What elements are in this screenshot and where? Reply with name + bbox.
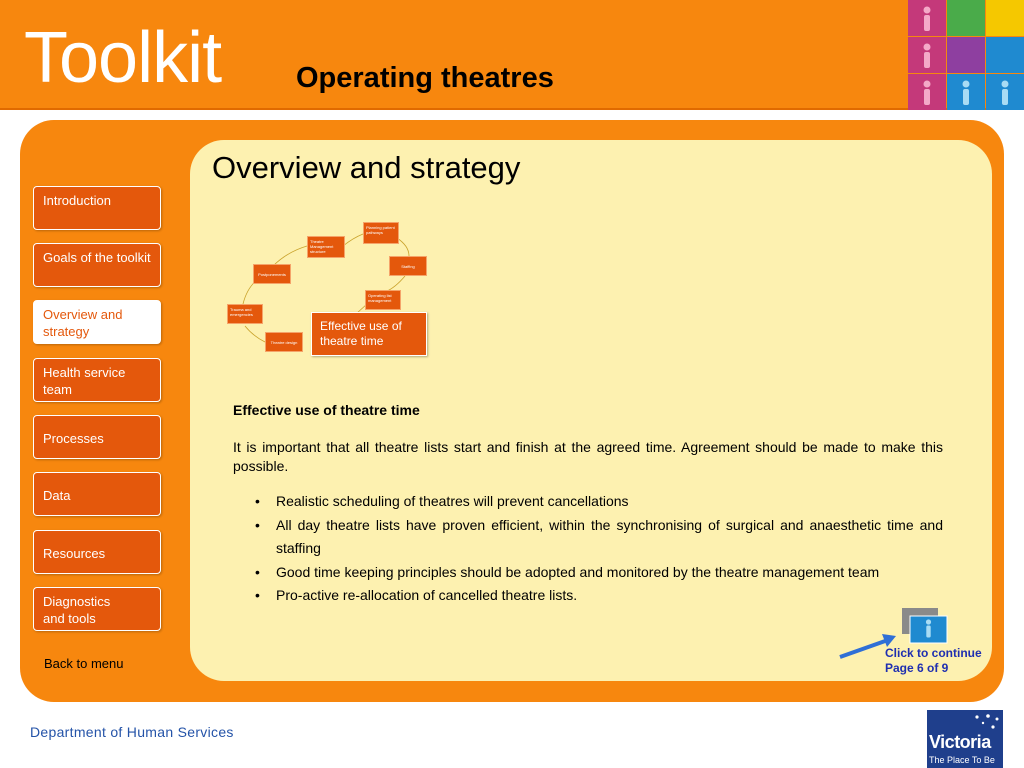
mosaic-tile [947, 0, 985, 36]
mosaic-tile [908, 0, 946, 36]
diagram-node: Staffing [389, 256, 427, 276]
bullet-list [233, 490, 943, 608]
mosaic-tile [947, 37, 985, 73]
mosaic-tile [908, 74, 946, 110]
logo-word: Victoria [929, 732, 991, 752]
mosaic-tile [908, 37, 946, 73]
diagram-node: Trauma and emergencies [227, 304, 263, 324]
header-divider [0, 108, 1024, 110]
continue-text[interactable]: Click to continue [885, 646, 982, 660]
nav-data-button[interactable]: Data [33, 472, 161, 516]
department-name: Department of Human Services [30, 724, 234, 740]
diagram-node: Postponements [253, 264, 291, 284]
back-to-menu-link[interactable]: Back to menu [44, 656, 124, 671]
person-icon [922, 80, 932, 106]
continue-label[interactable] [885, 646, 982, 676]
section-title: Operating theatres [296, 62, 554, 94]
diagram-node: Planning patient pathways [363, 222, 399, 244]
continue-button[interactable] [902, 608, 948, 644]
mosaic-tile [986, 37, 1024, 73]
nav-overview-button[interactable]: Overview and strategy [33, 300, 161, 344]
southern-cross-icon [971, 713, 1001, 731]
logo-tagline: The Place To Be [929, 755, 995, 765]
list-item: • All day theatre lists have proven efficient, within the synchronising of surgical and anaesthetic time and staffing [233, 514, 943, 561]
strategy-cycle-diagram [225, 218, 437, 360]
nav-processes-button[interactable]: Processes [33, 415, 161, 459]
person-icon [1000, 80, 1010, 106]
list-item: • Pro-active re-allocation of cancelled theatre lists. [233, 584, 943, 608]
diagram-node: Theatre design [265, 332, 303, 352]
content-body [233, 402, 943, 608]
brand-mosaic [908, 0, 1024, 110]
diagram-main-node: Effective use of theatre time [311, 312, 427, 356]
mosaic-tile [986, 0, 1024, 36]
header-banner [0, 0, 1024, 110]
page-title: Overview and strategy [212, 150, 521, 185]
page-indicator: Page 6 of 9 [885, 661, 949, 675]
victoria-logo [927, 710, 1003, 768]
mosaic-tile [986, 74, 1024, 110]
nav-diagnostics-button[interactable]: Diagnostics and tools [33, 587, 161, 631]
toolkit-title: Toolkit [24, 18, 222, 98]
diagram-node: Theatre Management structure [307, 236, 345, 258]
person-icon [922, 6, 932, 32]
nav-goals-button[interactable]: Goals of the toolkit [33, 243, 161, 287]
nav-resources-button[interactable]: Resources [33, 530, 161, 574]
person-icon [922, 43, 932, 69]
nav-health-team-button[interactable]: Health service team [33, 358, 161, 402]
mosaic-tile [947, 74, 985, 110]
person-icon [961, 80, 971, 106]
diagram-node: Operating list management [365, 290, 401, 310]
list-item: • Realistic scheduling of theatres will prevent cancellations [233, 490, 943, 514]
nav-introduction-button[interactable]: Introduction [33, 186, 161, 230]
content-subheading: Effective use of theatre time [233, 402, 420, 418]
list-item: • Good time keeping principles should be adopted and monitored by the theatre management team [233, 561, 943, 585]
content-paragraph: It is important that all theatre lists start and finish at the agreed time. Agreement should be made to make this possible. [233, 439, 943, 474]
